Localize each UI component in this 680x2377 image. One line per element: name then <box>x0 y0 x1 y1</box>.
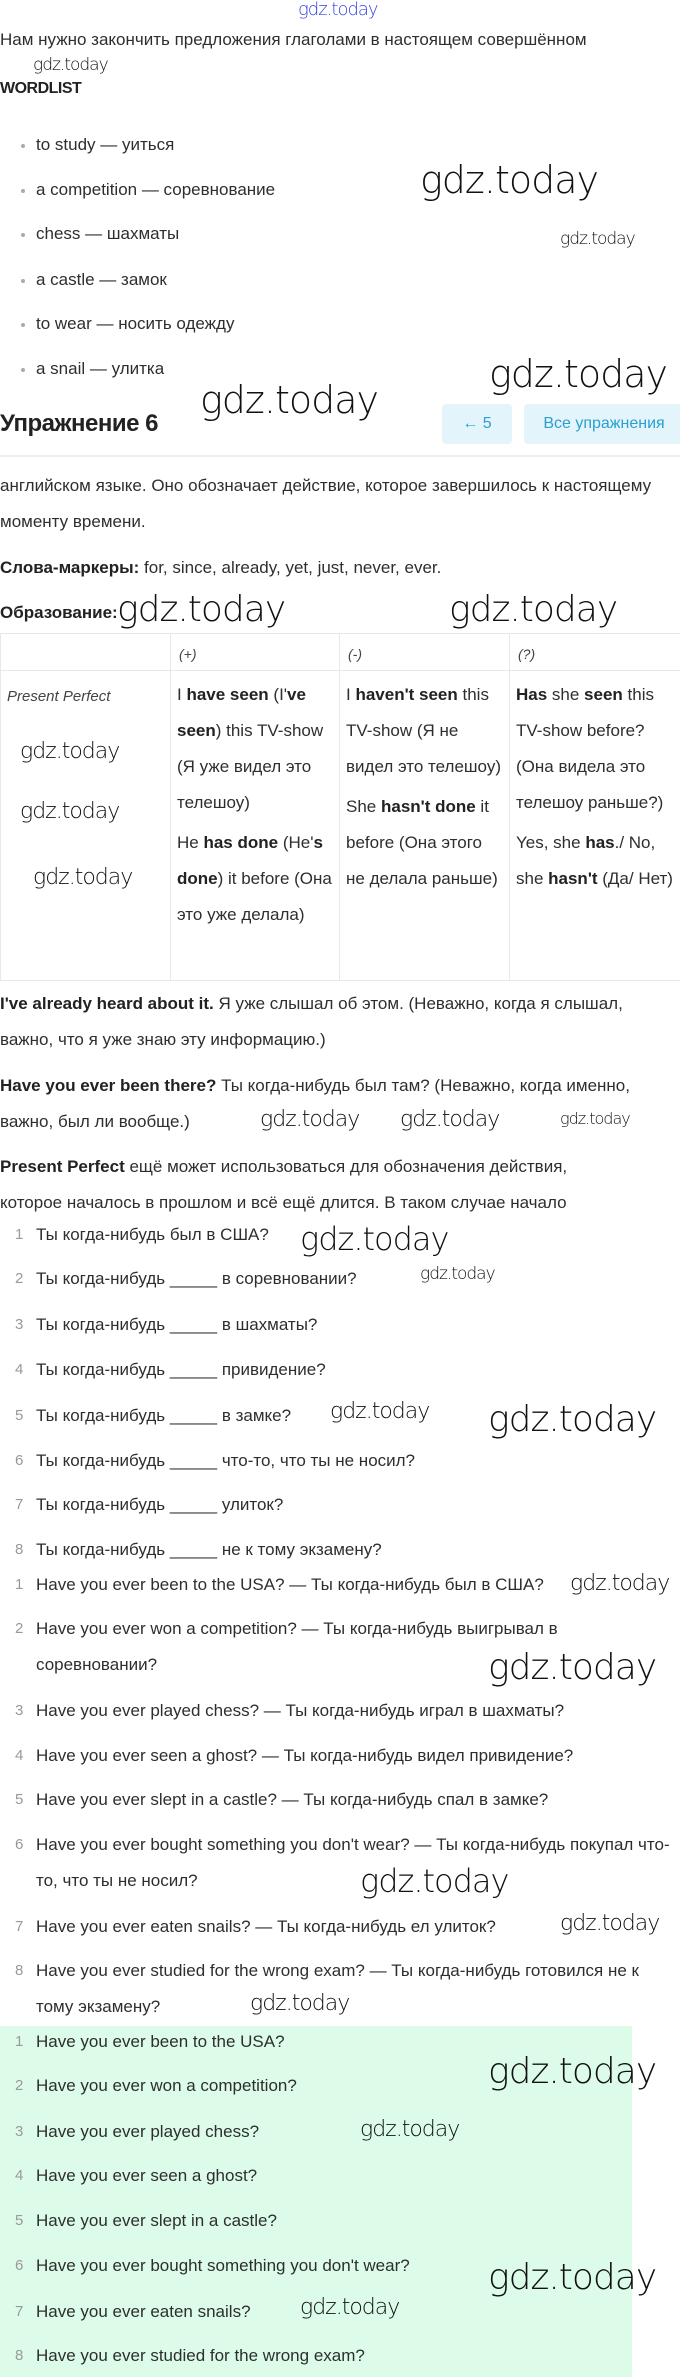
answer-item-text: Have you ever eaten snails? <box>36 2302 251 2321</box>
watermark: gdz.today <box>488 2257 657 2298</box>
watermark: gdz.today <box>117 589 286 630</box>
usage-paragraph <box>0 1149 620 1221</box>
bold-text: Present Perfect <box>0 1157 125 1176</box>
watermark: gdz.today <box>560 1911 660 1936</box>
bold-text: Слова-маркеры: <box>0 558 140 577</box>
answer-item-text: Have you ever slept in a castle? <box>36 2211 277 2230</box>
text-segment: Я уже слышал об этом. (Неважно, когда я слышал, важно, что я уже знаю эту информацию.) <box>0 994 623 1049</box>
text-segment: She <box>346 797 381 816</box>
answer-item <box>15 2114 675 2150</box>
item-number: 3 <box>15 1702 24 1719</box>
watermark: gdz.today <box>300 2295 400 2320</box>
text-segment: she <box>547 685 585 704</box>
watermark: gdz.today <box>33 865 133 890</box>
text-segment: (He' <box>278 833 314 852</box>
item-number: 1 <box>15 1226 24 1243</box>
item-number: 5 <box>15 1791 24 1808</box>
task-item-text: Ты когда-нибудь _____ улиток? <box>36 1495 284 1514</box>
item-number: 6 <box>15 1452 24 1469</box>
task-item-text: Ты когда-нибудь _____ не к тому экзамену? <box>36 1540 382 1559</box>
watermark: gdz.today <box>20 739 120 764</box>
task-item-text: Ты когда-нибудь _____ в шахматы? <box>36 1315 318 1334</box>
item-number: 6 <box>15 1836 24 1853</box>
watermark: gdz.today <box>260 1107 360 1132</box>
text-segment: this TV-show (Я не видел это телешоу) <box>346 685 501 776</box>
bold-text: I've already heard about it. <box>0 994 214 1013</box>
item-number: 7 <box>15 2303 24 2320</box>
bold-text: haven't seen <box>355 685 458 704</box>
watermark: gdz.today <box>300 1220 449 1258</box>
text-segment: I <box>346 685 356 704</box>
watermark: gdz.today <box>298 0 378 20</box>
wordlist-item <box>21 359 164 379</box>
cell-paragraph <box>516 825 676 897</box>
cell-paragraph <box>346 789 505 897</box>
watermark: gdz.today <box>250 1991 350 2016</box>
item-number: 5 <box>15 1407 24 1424</box>
bold-text: have seen <box>186 685 269 704</box>
text-segment: I <box>177 685 187 704</box>
watermark: gdz.today <box>20 799 120 824</box>
wordlist-item-text: to wear — носить одежду <box>36 314 235 333</box>
translation-item-text: Have you ever slept in a castle? — Ты когда-нибудь спал в замке? <box>36 1790 549 1809</box>
translation-item-text: Have you ever eaten snails? — Ты когда-нибудь ел улиток? <box>36 1917 496 1936</box>
translation-item <box>15 1782 675 1818</box>
translation-item-text: Have you ever bought something you don't wear? — Ты когда-нибудь покупал что-то, что ты не носил? <box>36 1835 670 1890</box>
cell-paragraph <box>516 677 676 821</box>
item-number: 4 <box>15 1747 24 1764</box>
answer-item-text: Have you ever seen a ghost? <box>36 2166 258 2185</box>
bullet-icon <box>21 279 25 283</box>
text-segment: (I' <box>268 685 288 704</box>
text-segment: Yes, she <box>516 833 586 852</box>
bullet-icon <box>21 144 25 148</box>
bold-text: hasn't <box>548 869 598 888</box>
text-segment: for, since, already, yet, just, never, ever. <box>139 558 442 577</box>
watermark: gdz.today <box>489 352 667 396</box>
watermark: gdz.today <box>420 158 598 202</box>
bold-text: s done <box>177 833 323 888</box>
text-segment: английском языке. Оно обозначает действие, которое завершилось к настоящему моменту времени. <box>0 476 652 531</box>
theory-paragraph <box>0 468 680 540</box>
item-number: 3 <box>15 1316 24 1333</box>
text-segment: ещё может использоваться для обозначения действия, которое началось в прошлом и всё ещё длится. В таком случае начало <box>0 1157 568 1212</box>
bold-text: Образование: <box>0 603 118 622</box>
watermark: gdz.today <box>360 2117 460 2142</box>
watermark: gdz.today <box>560 1109 630 1128</box>
watermark: gdz.today <box>420 1264 495 1284</box>
item-number: 4 <box>15 1361 24 1378</box>
answer-item-text: Have you ever played chess? <box>36 2122 260 2141</box>
wordlist-item <box>21 270 167 290</box>
translation-item <box>15 1827 675 1899</box>
task-item-text: Ты когда-нибудь _____ в замке? <box>36 1406 292 1425</box>
watermark: gdz.today <box>560 229 635 249</box>
task-item <box>15 1443 675 1479</box>
text-segment: He <box>177 833 204 852</box>
bold-text: ve seen <box>177 685 306 740</box>
task-item-text: Ты когда-нибудь был в США? <box>36 1225 269 1244</box>
task-item-text: Ты когда-нибудь _____ что-то, что ты не носил? <box>36 1451 416 1470</box>
answer-item <box>15 2203 675 2239</box>
table-cell-positive <box>171 671 340 981</box>
watermark: gdz.today <box>33 55 108 75</box>
translation-item-text: Have you ever seen a ghost? — Ты когда-нибудь видел привидение? <box>36 1746 574 1765</box>
answer-item-text: Have you ever won a competition? <box>36 2076 297 2095</box>
watermark: gdz.today <box>400 1107 500 1132</box>
item-number: 3 <box>15 2123 24 2140</box>
task-item <box>15 1487 675 1523</box>
translation-item-text: Have you ever been to the USA? — Ты когда-нибудь был в США? <box>36 1575 544 1594</box>
row-label: Present Perfect <box>1 671 171 981</box>
table-cell-negative <box>340 671 510 981</box>
bullet-icon <box>21 323 25 327</box>
translation-item <box>15 1693 675 1729</box>
watermark: gdz.today <box>488 2051 657 2092</box>
text-segment: ./ No, she <box>516 833 656 888</box>
bullet-icon <box>21 368 25 372</box>
answer-item <box>15 2338 675 2374</box>
translation-item <box>15 1738 675 1774</box>
text-segment: Ты когда-нибудь был там? (Неважно, когда именно, важно, был ли вообще.) <box>0 1076 630 1131</box>
answer-item-text: Have you ever studied for the wrong exam? <box>36 2346 365 2365</box>
translation-item-text: Have you ever won a competition? — Ты когда-нибудь выигрывал в соревновании? <box>36 1619 558 1674</box>
bold-text: has <box>585 833 615 852</box>
answer-item <box>15 2158 675 2194</box>
answer-item-text: Have you ever bought something you don't wear? <box>36 2256 410 2275</box>
text-segment: this TV-show before? (Она видела это телешоу раньше?) <box>516 685 664 812</box>
wordlist-item-text: to study — уиться <box>36 135 175 154</box>
task-item <box>15 1307 675 1343</box>
answer-item-text: Have you ever been to the USA? <box>36 2032 285 2051</box>
item-number: 8 <box>15 1541 24 1558</box>
table-header-cell: (+) <box>171 634 340 671</box>
previous-exercise-button[interactable]: ← 5 <box>442 404 512 444</box>
task-item <box>15 1532 675 1568</box>
watermark: gdz.today <box>570 1571 670 1596</box>
item-number: 2 <box>15 1270 24 1287</box>
item-number: 5 <box>15 2212 24 2229</box>
task-item-text: Ты когда-нибудь _____ в соревновании? <box>36 1269 357 1288</box>
bullet-icon <box>21 189 25 193</box>
wordlist-item <box>21 135 174 155</box>
item-number: 4 <box>15 2167 24 2184</box>
wordlist-item <box>21 314 234 334</box>
task-item-text: Ты когда-нибудь _____ привидение? <box>36 1360 326 1379</box>
item-number: 2 <box>15 2077 24 2094</box>
intro-text: Нам нужно закончить предложения глаголами в настоящем совершённом <box>0 30 587 49</box>
wordlist-item <box>21 180 275 200</box>
wordlist-item-text: a castle — замок <box>36 270 167 289</box>
table-cell-question <box>510 671 680 981</box>
markers-paragraph <box>0 550 680 586</box>
item-number: 8 <box>15 1962 24 1979</box>
bold-text: hasn't done <box>380 797 476 816</box>
watermark: gdz.today <box>488 1399 657 1440</box>
item-number: 7 <box>15 1496 24 1513</box>
wordlist-item <box>21 224 179 244</box>
watermark: gdz.today <box>449 589 618 630</box>
item-number: 8 <box>15 2347 24 2364</box>
example-paragraph-1 <box>0 986 670 1058</box>
exercise-title: Упражнение 6 <box>0 410 158 437</box>
cell-paragraph <box>346 677 505 785</box>
item-number: 7 <box>15 1918 24 1935</box>
wordlist-item-text: chess — шахматы <box>36 224 180 243</box>
item-number: 2 <box>15 1620 24 1637</box>
wordlist-item-text: a snail — улитка <box>36 359 165 378</box>
item-number: 1 <box>15 1576 24 1593</box>
text-segment: ) it before (Она это уже делала) <box>177 869 332 924</box>
table-header-cell <box>1 634 171 671</box>
task-item <box>15 1261 675 1297</box>
bold-text: Has <box>516 685 548 704</box>
translation-item-text: Have you ever played chess? — Ты когда-нибудь играл в шахматы? <box>36 1701 565 1720</box>
watermark: gdz.today <box>200 378 378 422</box>
watermark: gdz.today <box>330 1399 430 1424</box>
watermark: gdz.today <box>488 1647 657 1688</box>
cell-paragraph <box>177 677 335 821</box>
wordlist-item-text: a competition — соревнование <box>36 180 276 199</box>
text-segment: ) this TV-show (Я уже видел это телешоу) <box>177 721 324 812</box>
item-number: 6 <box>15 2257 24 2274</box>
bold-text: seen <box>584 685 623 704</box>
divider <box>0 455 680 457</box>
translation-item-text: Have you ever studied for the wrong exam? — Ты когда-нибудь готовился не к тому экзамену? <box>36 1961 639 2016</box>
all-exercises-button[interactable]: Все упражнения <box>524 404 680 444</box>
text-segment: (Да/ Нет) <box>597 869 673 888</box>
cell-paragraph <box>177 825 335 933</box>
bullet-icon <box>21 233 25 237</box>
bold-text: Have you ever been there? <box>0 1076 217 1095</box>
bold-text: has done <box>203 833 279 852</box>
table-header-cell: (-) <box>340 634 510 671</box>
table-header-row <box>1 634 680 671</box>
wordlist-title: WORDLIST <box>0 80 82 97</box>
table-row <box>1 671 680 981</box>
text-segment: it before (Она этого не делала раньше) <box>346 797 498 888</box>
watermark: gdz.today <box>360 1862 509 1900</box>
table-header-cell: (?) <box>510 634 680 671</box>
task-item <box>15 1352 675 1388</box>
item-number: 1 <box>15 2033 24 2050</box>
